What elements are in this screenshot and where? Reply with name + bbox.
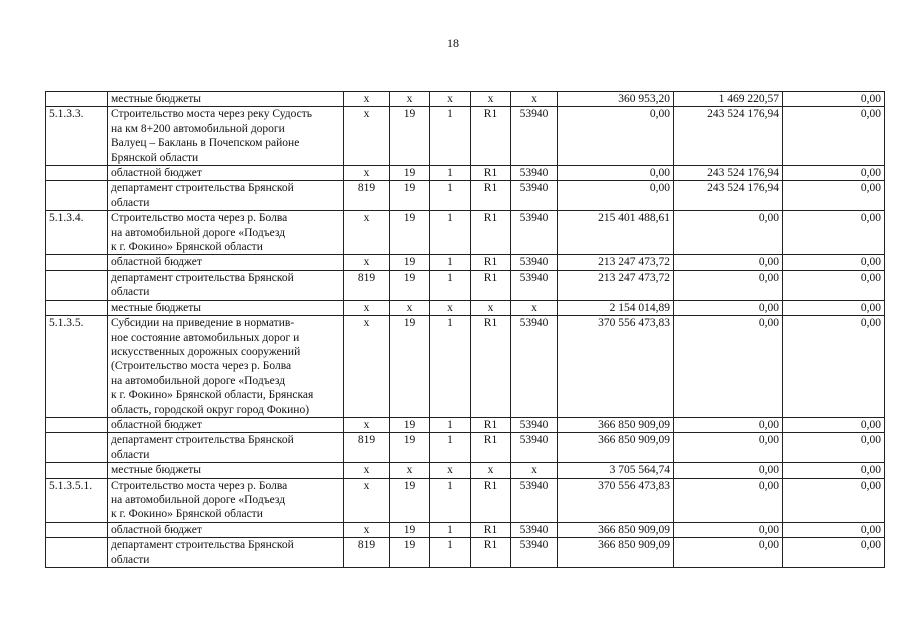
item-name-line: местные бюджеты <box>111 464 202 477</box>
code-subprogram-cell: 1 <box>430 316 471 418</box>
item-number-cell <box>46 92 108 107</box>
code-subprogram-cell: 1 <box>430 433 471 463</box>
amount-year2-cell: 0,00 <box>674 255 783 270</box>
code-program-cell: 19 <box>390 211 430 255</box>
code-program-cell: х <box>390 300 430 315</box>
amount-year2-cell: 0,00 <box>674 463 783 478</box>
item-name-line: Валуец – Баклань в Почепском районе <box>111 137 300 150</box>
item-name-line: местные бюджеты <box>111 93 202 105</box>
amount-year3-cell: 0,00 <box>783 478 885 522</box>
item-name-cell <box>108 255 344 270</box>
code-project-cell: R1 <box>471 181 511 211</box>
item-name-cell <box>108 478 344 522</box>
item-number-cell: 5.1.3.5. <box>46 316 108 418</box>
code-program-cell: 19 <box>390 270 430 300</box>
item-name-line: на автомобильной дороге «Подъезд <box>111 374 286 387</box>
amount-year2-cell: 0,00 <box>674 522 783 537</box>
code-direction-cell: 53940 <box>511 181 558 211</box>
code-program-cell: х <box>390 92 430 107</box>
amount-year1-cell: 3 705 564,74 <box>558 463 674 478</box>
item-name-line: (Строительство моста через р. Болва <box>111 360 292 373</box>
table-row <box>46 463 885 478</box>
item-name-cell <box>108 181 344 211</box>
table-row <box>46 166 885 181</box>
amount-year2-cell: 243 524 176,94 <box>674 107 783 166</box>
code-subprogram-cell: 1 <box>430 270 471 300</box>
code-ministry-cell: х <box>344 92 390 107</box>
table-row <box>46 478 885 522</box>
code-direction-cell: 53940 <box>511 211 558 255</box>
item-number-cell: 5.1.3.5.1. <box>46 478 108 522</box>
code-direction-cell: х <box>511 92 558 107</box>
code-project-cell: R1 <box>471 316 511 418</box>
item-number-cell <box>46 463 108 478</box>
item-name-cell <box>108 463 344 478</box>
code-ministry-cell: 819 <box>344 181 390 211</box>
item-number-cell <box>46 181 108 211</box>
amount-year2-cell: 0,00 <box>674 316 783 418</box>
item-name-line: областной бюджет <box>111 418 202 431</box>
amount-year3-cell: 0,00 <box>783 316 885 418</box>
code-ministry-cell: 819 <box>344 433 390 463</box>
item-name-line: области <box>111 286 150 299</box>
item-name-cell <box>108 433 344 463</box>
amount-year3-cell: 0,00 <box>783 433 885 463</box>
item-name-line: к г. Фокино» Брянской области <box>111 508 263 521</box>
table-row <box>46 538 885 568</box>
table-row <box>46 433 885 463</box>
code-subprogram-cell: 1 <box>430 181 471 211</box>
item-name-line: областной бюджет <box>111 167 202 180</box>
code-ministry-cell: 819 <box>344 538 390 568</box>
table-row <box>46 107 885 166</box>
amount-year1-cell: 0,00 <box>558 181 674 211</box>
table-row <box>46 92 885 107</box>
code-ministry-cell: 819 <box>344 270 390 300</box>
code-program-cell: 19 <box>390 107 430 166</box>
item-number-cell <box>46 255 108 270</box>
code-subprogram-cell: 1 <box>430 211 471 255</box>
code-ministry-cell: х <box>344 300 390 315</box>
item-name-cell <box>108 166 344 181</box>
table-row <box>46 316 885 418</box>
code-program-cell: 19 <box>390 255 430 270</box>
item-name-cell <box>108 522 344 537</box>
budget-table <box>45 91 885 568</box>
amount-year3-cell: 0,00 <box>783 166 885 181</box>
code-project-cell: х <box>471 300 511 315</box>
item-name-cell <box>108 300 344 315</box>
item-name-line: Строительство моста через р. Болва <box>111 479 288 492</box>
code-project-cell: R1 <box>471 522 511 537</box>
amount-year1-cell: 370 556 473,83 <box>558 316 674 418</box>
table-row <box>46 270 885 300</box>
item-name-line: области <box>111 196 150 209</box>
code-project-cell: R1 <box>471 417 511 432</box>
item-name-line: область, городской округ город Фокино) <box>111 403 310 416</box>
item-number-cell <box>46 300 108 315</box>
amount-year1-cell: 370 556 473,83 <box>558 478 674 522</box>
item-name-line: департамент строительства Брянской <box>111 271 294 284</box>
item-number-cell: 5.1.3.4. <box>46 211 108 255</box>
code-program-cell: 19 <box>390 478 430 522</box>
amount-year2-cell: 0,00 <box>674 270 783 300</box>
item-name-cell <box>108 107 344 166</box>
code-direction-cell: 53940 <box>511 538 558 568</box>
amount-year1-cell: 2 154 014,89 <box>558 300 674 315</box>
item-name-line: Брянской области <box>111 151 199 164</box>
item-name-line: департамент строительства Брянской <box>111 182 294 195</box>
code-direction-cell: 53940 <box>511 107 558 166</box>
code-ministry-cell: х <box>344 463 390 478</box>
code-subprogram-cell: 1 <box>430 166 471 181</box>
amount-year2-cell: 243 524 176,94 <box>674 166 783 181</box>
amount-year1-cell: 0,00 <box>558 107 674 166</box>
amount-year3-cell: 0,00 <box>783 417 885 432</box>
item-name-cell <box>108 316 344 418</box>
amount-year2-cell: 0,00 <box>674 300 783 315</box>
item-name-line: Строительство моста через реку Судость <box>111 108 312 121</box>
amount-year2-cell: 0,00 <box>674 211 783 255</box>
code-direction-cell: 53940 <box>511 316 558 418</box>
amount-year3-cell: 0,00 <box>783 522 885 537</box>
table-row <box>46 300 885 315</box>
amount-year1-cell: 366 850 909,09 <box>558 538 674 568</box>
item-name-line: к г. Фокино» Брянской области <box>111 241 263 254</box>
code-project-cell: R1 <box>471 255 511 270</box>
code-project-cell: R1 <box>471 107 511 166</box>
code-program-cell: 19 <box>390 417 430 432</box>
amount-year1-cell: 366 850 909,09 <box>558 522 674 537</box>
code-ministry-cell: х <box>344 211 390 255</box>
code-direction-cell: 53940 <box>511 478 558 522</box>
amount-year1-cell: 213 247 473,72 <box>558 255 674 270</box>
item-name-line: на автомобильной дороге «Подъезд <box>111 226 286 239</box>
code-program-cell: 19 <box>390 522 430 537</box>
amount-year2-cell: 243 524 176,94 <box>674 181 783 211</box>
amount-year3-cell: 0,00 <box>783 92 885 107</box>
code-ministry-cell: х <box>344 316 390 418</box>
item-name-line: департамент строительства Брянской <box>111 539 294 552</box>
item-name-line: области <box>111 448 150 461</box>
code-subprogram-cell: 1 <box>430 522 471 537</box>
code-ministry-cell: х <box>344 417 390 432</box>
table-row <box>46 417 885 432</box>
table-row <box>46 255 885 270</box>
code-direction-cell: 53940 <box>511 522 558 537</box>
amount-year3-cell: 0,00 <box>783 181 885 211</box>
item-number-cell <box>46 433 108 463</box>
code-ministry-cell: х <box>344 478 390 522</box>
code-program-cell: 19 <box>390 538 430 568</box>
item-name-cell <box>108 270 344 300</box>
item-name-line: к г. Фокино» Брянской области, Брянская <box>111 389 314 402</box>
code-ministry-cell: х <box>344 522 390 537</box>
code-project-cell: R1 <box>471 433 511 463</box>
item-name-cell <box>108 211 344 255</box>
item-name-line: искусственных дорожных сооружений <box>111 345 301 358</box>
amount-year2-cell: 0,00 <box>674 478 783 522</box>
item-name-line: области <box>111 553 150 566</box>
code-project-cell: R1 <box>471 270 511 300</box>
code-subprogram-cell: 1 <box>430 538 471 568</box>
amount-year1-cell: 366 850 909,09 <box>558 433 674 463</box>
amount-year3-cell: 0,00 <box>783 255 885 270</box>
item-name-cell <box>108 417 344 432</box>
item-name-line: ное состояние автомобильных дорог и <box>111 331 300 344</box>
code-project-cell: R1 <box>471 478 511 522</box>
item-number-cell: 5.1.3.3. <box>46 107 108 166</box>
amount-year1-cell: 0,00 <box>558 166 674 181</box>
item-name-line: областной бюджет <box>111 523 202 536</box>
code-program-cell: 19 <box>390 166 430 181</box>
code-program-cell: 19 <box>390 316 430 418</box>
code-subprogram-cell: 1 <box>430 107 471 166</box>
table-row <box>46 181 885 211</box>
item-name-line: местные бюджеты <box>111 301 202 314</box>
code-project-cell: R1 <box>471 166 511 181</box>
amount-year3-cell: 0,00 <box>783 270 885 300</box>
code-direction-cell: 53940 <box>511 166 558 181</box>
item-number-cell <box>46 166 108 181</box>
code-program-cell: 19 <box>390 433 430 463</box>
amount-year3-cell: 0,00 <box>783 107 885 166</box>
item-name-line: Строительство моста через р. Болва <box>111 212 288 225</box>
code-program-cell: 19 <box>390 181 430 211</box>
item-number-cell <box>46 417 108 432</box>
code-project-cell: R1 <box>471 538 511 568</box>
code-subprogram-cell: х <box>430 300 471 315</box>
amount-year3-cell: 0,00 <box>783 463 885 478</box>
code-direction-cell: х <box>511 300 558 315</box>
item-name-line: на км 8+200 автомобильной дороги <box>111 122 285 135</box>
amount-year1-cell: 215 401 488,61 <box>558 211 674 255</box>
item-name-line: департамент строительства Брянской <box>111 434 294 447</box>
item-name-cell <box>108 92 344 107</box>
amount-year3-cell: 0,00 <box>783 211 885 255</box>
amount-year2-cell: 0,00 <box>674 538 783 568</box>
amount-year2-cell: 0,00 <box>674 433 783 463</box>
code-ministry-cell: х <box>344 166 390 181</box>
code-direction-cell: х <box>511 463 558 478</box>
item-number-cell <box>46 522 108 537</box>
table-row <box>46 522 885 537</box>
page-number: 18 <box>447 36 459 50</box>
table-body <box>46 92 885 568</box>
amount-year3-cell: 0,00 <box>783 538 885 568</box>
code-subprogram-cell: 1 <box>430 478 471 522</box>
code-direction-cell: 53940 <box>511 270 558 300</box>
code-direction-cell: 53940 <box>511 417 558 432</box>
code-subprogram-cell: 1 <box>430 417 471 432</box>
amount-year1-cell: 366 850 909,09 <box>558 417 674 432</box>
code-project-cell: R1 <box>471 211 511 255</box>
item-number-cell <box>46 270 108 300</box>
amount-year2-cell: 0,00 <box>674 417 783 432</box>
item-name-line: Субсидии на приведение в норматив- <box>111 317 295 330</box>
code-subprogram-cell: х <box>430 92 471 107</box>
item-name-cell <box>108 538 344 568</box>
amount-year1-cell: 360 953,20 <box>558 92 674 107</box>
item-name-line: на автомобильной дороге «Подъезд <box>111 493 286 506</box>
amount-year1-cell: 213 247 473,72 <box>558 270 674 300</box>
code-program-cell: х <box>390 463 430 478</box>
amount-year2-cell: 1 469 220,57 <box>674 92 783 107</box>
code-project-cell: х <box>471 463 511 478</box>
code-project-cell: х <box>471 92 511 107</box>
code-ministry-cell: х <box>344 255 390 270</box>
item-number-cell <box>46 538 108 568</box>
table-row <box>46 211 885 255</box>
code-subprogram-cell: 1 <box>430 255 471 270</box>
code-direction-cell: 53940 <box>511 255 558 270</box>
amount-year3-cell: 0,00 <box>783 300 885 315</box>
code-ministry-cell: х <box>344 107 390 166</box>
code-subprogram-cell: х <box>430 463 471 478</box>
code-direction-cell: 53940 <box>511 433 558 463</box>
item-name-line: областной бюджет <box>111 256 202 269</box>
